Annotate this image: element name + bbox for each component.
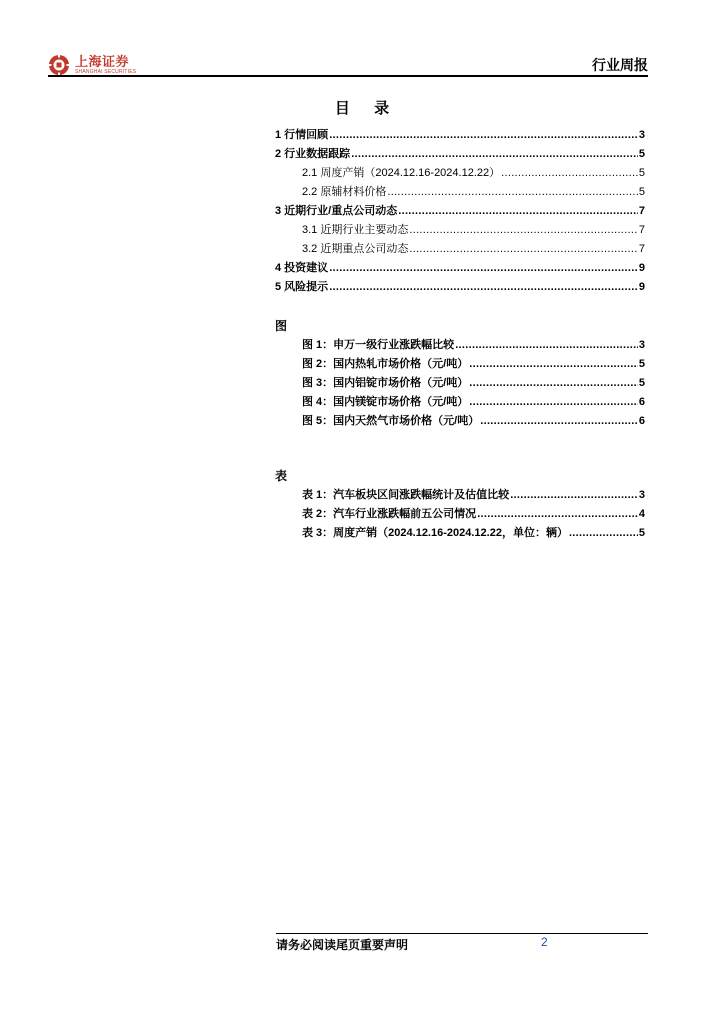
dot-leader [480,412,638,431]
toc-entry-text: 3.1 近期行业主要动态 [302,224,409,236]
toc-entry-page: 7 [638,205,645,217]
table-entry-page: 5 [638,527,645,539]
table-entry-text: 表 2：汽车行业涨跌幅前五公司情况 [302,508,477,520]
toc-subentry[interactable] [275,221,645,240]
toc-entry-text: 2 行业数据跟踪 [275,148,351,160]
figure-entry-text: 图 2：国内热轧市场价格（元/吨） [302,358,469,370]
figure-entry[interactable] [275,336,645,355]
toc-entry[interactable] [275,278,645,297]
table-entry-page: 3 [638,489,645,501]
table-entry[interactable] [275,505,645,524]
toc-entry-text: 1 行情回顾 [275,129,329,141]
dot-leader [455,336,638,355]
company-logo [48,54,136,76]
logo-chinese-name: 上海证券 [75,54,130,69]
logo-english-name: SHANGHAI SECURITIES [75,69,137,75]
dot-leader [409,240,638,259]
dot-leader [329,278,638,297]
toc-entry[interactable] [275,259,645,278]
toc-entry-text: 2.2 原辅材料价格 [302,186,387,198]
toc-entry-page: 5 [638,186,645,198]
toc-entry[interactable] [275,126,645,145]
toc-entry[interactable] [275,202,645,221]
figure-entry-text: 图 1：申万一级行业涨跌幅比较 [302,339,455,351]
figure-entry[interactable] [275,412,645,431]
table-entry[interactable] [275,524,645,543]
toc-entry-page: 5 [638,148,645,160]
shanghai-securities-logo-icon [48,54,70,76]
dot-leader [477,505,638,524]
dot-leader [469,393,638,412]
dot-leader [510,486,638,505]
table-entry[interactable] [275,486,645,505]
dot-leader [569,524,638,543]
toc-title: 目 录 [334,100,400,117]
toc-entry-page: 3 [638,129,645,141]
footer-disclaimer: 请务必阅读尾页重要声明 [276,938,409,952]
dot-leader [469,374,638,393]
dot-leader [409,221,638,240]
toc-entry[interactable] [275,145,645,164]
toc-entry-text: 3.2 近期重点公司动态 [302,243,409,255]
toc-entry-page: 9 [638,281,645,293]
toc-entry-text: 4 投资建议 [275,262,329,274]
table-entry-page: 4 [638,508,645,520]
dot-leader [329,259,638,278]
header-divider [48,75,648,77]
dot-leader [501,164,638,183]
figures-section-label: 图 [275,319,288,333]
toc-entry-text: 2.1 周度产销（2024.12.16-2024.12.22） [302,167,501,179]
footer-divider [276,933,648,934]
dot-leader [469,355,638,374]
toc-entry-text: 5 风险提示 [275,281,329,293]
toc-subentry[interactable] [275,164,645,183]
table-entry-text: 表 3：周度产销（2024.12.16-2024.12.22，单位：辆） [302,527,568,539]
dot-leader [387,183,638,202]
page-number: 2 [541,935,548,949]
toc-entry-page: 5 [638,167,645,179]
toc-entry-page: 7 [638,243,645,255]
toc-entry-page: 9 [638,262,645,274]
figure-entry[interactable] [275,355,645,374]
dot-leader [351,145,638,164]
tables-section-label: 表 [275,469,288,483]
figure-entry-page: 5 [638,377,645,389]
toc-subentry[interactable] [275,240,645,259]
report-type: 行业周报 [592,57,648,73]
figure-entry-page: 3 [638,339,645,351]
figure-entry-page: 5 [638,358,645,370]
figure-entry-page: 6 [638,396,645,408]
figure-entry[interactable] [275,374,645,393]
table-entry-text: 表 1：汽车板块区间涨跌幅统计及估值比较 [302,489,510,501]
figure-entry[interactable] [275,393,645,412]
dot-leader [398,202,638,221]
dot-leader [329,126,638,145]
page-header [48,50,648,78]
figure-entry-text: 图 4：国内镁锭市场价格（元/吨） [302,396,469,408]
figure-entry-text: 图 3：国内铝锭市场价格（元/吨） [302,377,469,389]
toc-subentry[interactable] [275,183,645,202]
toc-entry-text: 3 近期行业/重点公司动态 [275,205,398,217]
figure-entry-text: 图 5：国内天然气市场价格（元/吨） [302,415,480,427]
toc-entry-page: 7 [638,224,645,236]
table-of-contents [275,126,645,543]
figure-entry-page: 6 [638,415,645,427]
